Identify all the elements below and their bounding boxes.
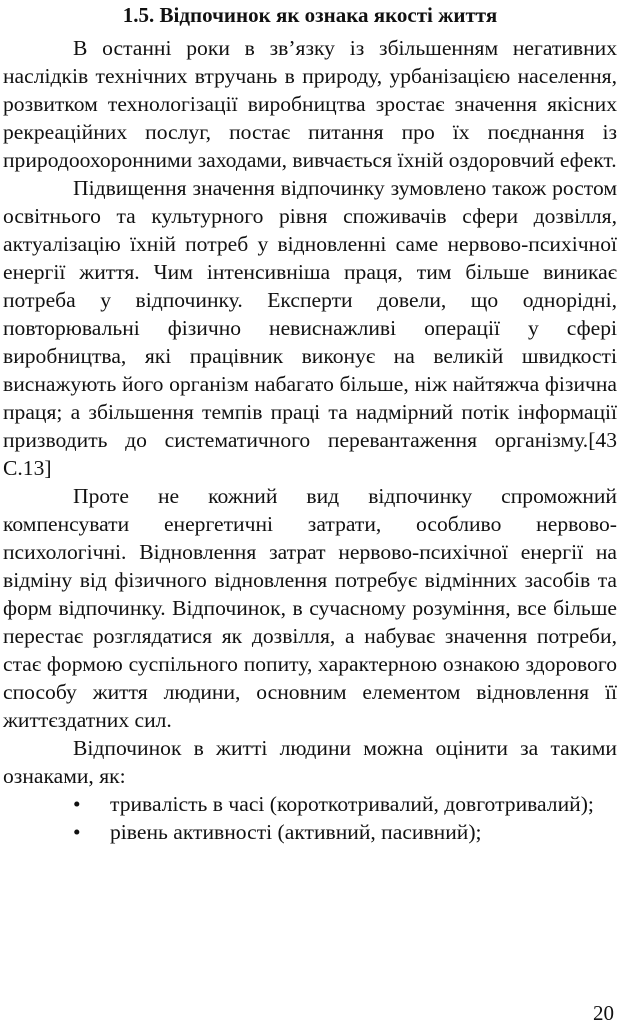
- paragraph-2: Підвищення значення відпочинку зумовлено також ростом освітнього та культурного рівня споживачів сфери дозвілля, актуалізацію їхній потреб у відновленні саме нервово-психічної енергії життя. Чим інтенсивніша праця, тим більше виникає потреба у відпочинку. Експерти довели, що однорідні, повторювальні фізично невиснажливі операції у сфері виробництва, які працівник виконує на великій швидкості виснажують його організм набагато більше, ніж найтяжча фізична праця; а збільшення темпів праці та надмірний потік інформації призводить до систематичного перевантаження організму.[43 С.13]: [3, 176, 617, 480]
- paragraph-3: Проте не кожний вид відпочинку спроможний компенсувати енергетичні затрати, особливо нервово-психологічні. Відновлення затрат нервово-психічної енергії на відміну від фізичного відновлення потребує відмінних засобів та форм відпочинку. Відпочинок, в сучасному розуміння, все більше перестає розглядатися як дозвілля, а набуває значення потреби, стає формою суспільного попиту, характерною ознакою здорового способу життя людини, основним елементом відновлення її життєздатних сил.: [3, 484, 617, 732]
- bullet-icon: •: [73, 792, 81, 816]
- section-heading: 1.5. Відпочинок як ознака якості життя: [122, 3, 498, 27]
- paragraph-4: Відпочинок в житті людини можна оцінити за такими ознаками, як:: [3, 736, 617, 788]
- bullet-icon: •: [73, 820, 81, 844]
- criteria-list: [3, 790, 617, 846]
- paragraph-1: В останні роки в зв’язку із збільшенням негативних наслідків технічних втручань в природу, урбанізацією населення, розвитком технологізації виробництва зростає значення якісних рекреаційних послуг, постає питання про їх поєднання із природоохоронними заходами, вивчається їхній оздоровчий ефект.: [3, 36, 617, 172]
- page-number: 20: [593, 1001, 614, 1025]
- list-item: [3, 790, 617, 818]
- body-text: [3, 34, 617, 846]
- list-item-text: тривалість в часі (короткотривалий, довготривалий);: [110, 792, 594, 816]
- list-item-text: рівень активності (активний, пасивний);: [110, 820, 482, 844]
- list-item: [3, 818, 617, 846]
